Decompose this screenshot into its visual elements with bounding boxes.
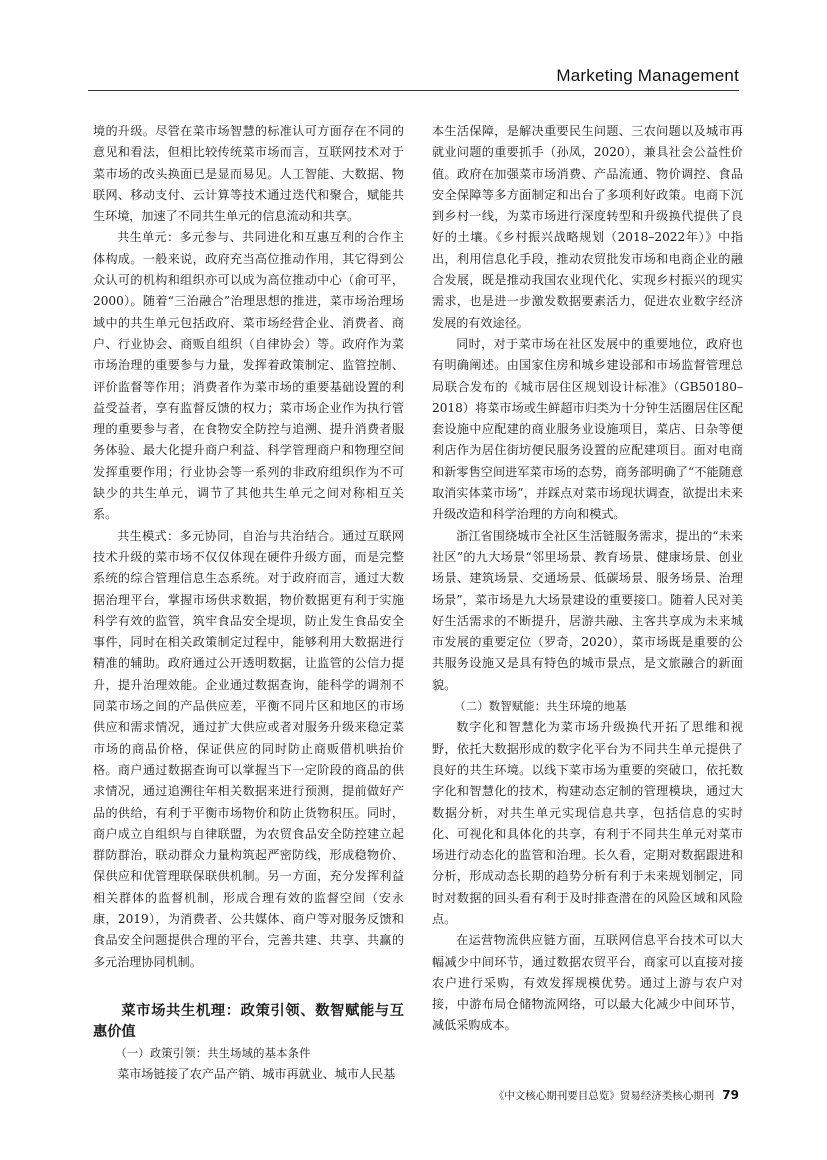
subheading-policy: （一）政策引领：共生场域的基本条件 [115, 1046, 311, 1060]
header-divider [88, 90, 739, 91]
paragraph-digital-empowerment: 数字化和智慧化为菜市场升级换代开拓了思维和视野，依托大数据形成的数字化平台为不同共生单元提供了良好的共生环境。以线下菜市场为重要的突破口，依托数字化和智慧化的技术，构建动态定制的管理模块，通过大数据分析，对共生单元实现信息共享，包括信息的实时化、可视化和具体化的共享，有利于不同共生单元对菜市场进行动态化的监管和治理。长久看，定期对数据跟进和分析，形成动态长期的趋势分析有利于未来规划制定，同时对数据的回头看有利于及时排查潜在的风险区域和风险点。 [432, 720, 743, 926]
paragraph-livelihood: 本生活保障，是解决重要民生问题、三农问题以及城市再就业问题的重要抓手（孙凤，2020），兼具社会公益性价值。政府在加强菜市场消费、产品流通、物价调控、食品安全保障等多方面制定和出台了多项利好政策。电商下沉到乡村一线，为菜市场进行深度转型和升级换代提供了良好的土壤。《乡村振兴战略规划（2018–2022年）》中指出，利用信息化手段，推动农贸批发市场和电商企业的融合发展，既是推动我国农业现代化、实现乡村振兴的现实需求，也是进一步激发数据要素活力，促进农业数字经济发展的有效途径。 [432, 124, 743, 330]
paragraph-continuation: 境的升级。尽管在菜市场智慧的标准认可方面存在不同的意见和看法，但相比较传统菜市场而言，互联网技术对于菜市场的改头换面已是显而易见。人工智能、大数据、物联网、移动支付、云计算等技术通过迭代和聚合，赋能共生环境，加速了不同共生单元的信息流动和共享。 [93, 124, 404, 224]
paragraph-market-link: 菜市场链接了农产品产销、城市再就业、城市人民基 [117, 1067, 396, 1082]
left-column [93, 121, 404, 1085]
right-column [432, 121, 743, 1037]
paragraph-symbiotic-mode: 共生模式：多元协同，自治与共治结合。通过互联网技术升级的菜市场不仅仅体现在硬件升级方面，而是完整系统的综合管理信息生态系统。对于政府而言，通过大数据治理平台，掌握市场供求数据，物价数据更有利于实施科学有效的监管，筑牢食品安全堤坝，防止发生食品安全事件，同时在相关政策制定过程中，能够利用大数据进行精准的辅助。政府通过公开透明数据，让监管的公信力提升，提升治理效能。企业通过数据查询，能科学的调剂不同菜市场之间的产品供应差，平衡不同片区和地区的市场供应和需求情况，通过扩大供应或者对服务升级来稳定菜市场的商品价格，保证供应的同时防止商贩借机哄抬价格。商户通过数据查询可以掌握当下一定阶段的商品的供求情况，通过追溯往年相关数据来进行预测，提前做好产品的供给，有利于平衡市场物价和防止货物积压。同时，商户成立自组织与自律联盟，为农贸食品安全防控建立起群防群治，联动群众力量构筑起严密防线，形成稳物价、保供应和优管理联保联供机制。另一方面，充分发挥利益相关群体的监督机制，形成合理有效的监督空间（安永康，2019），为消费者、公共媒体、商户等对服务反馈和食品安全问题提供合理的平台，完善共建、共享、共赢的多元治理协同机制。 [93, 528, 404, 969]
paragraph-zhejiang: 浙江省围绕城市全社区生活链服务需求，提出的“未来社区”的九大场景“邻里场景、教育场景、健康场景、创业场景、建筑场景、交通场景、低碳场景、服务场景、治理场景”，菜市场是九大场景建设的重要接口。随着人民对美好生活需求的不断提升，居游共融、主客共享成为未来城市发展的重要定位（罗奇，2020），菜市场既是重要的公共服务设施又是具有特色的城市景点，是文旅融合的新面貌。 [432, 528, 743, 692]
running-header-title: Marketing Management [556, 66, 739, 85]
paragraph-logistics: 在运营物流供应链方面，互联网信息平台技术可以大幅减少中间环节，通过数据农贸平台，商家可以直接对接农户进行采购，有效发挥规模优势。通过上游与农户对接，中游布局仓储物流网络，可以最大化减少中间环节，减低采购成本。 [432, 933, 743, 1033]
page-footer [494, 1088, 739, 1103]
paragraph-symbiotic-units: 共生单元：多元参与、共同进化和互惠互利的合作主体构成。一般来说，政府充当高位推动作用，其它得到公众认可的机构和组织亦可以成为高位推动中心（俞可平，2000）。随着“三治融合”治理思想的推进，菜市场治理场域中的共生单元包括政府、菜市场经营企业、消费者、商户、行业协会、商贩自组织（自律协会）等。政府作为菜市场治理的重要参与力量，发挥着政策制定、监管控制、评价监督等作用；消费者作为菜市场的重要基础设置的利益受益者，享有监督反馈的权力；菜市场企业作为执行管理的重要参与者，在食物安全防控与追溯、提升消费者服务体验、最大化提升商户利益、科学管理商户和物理空间发挥重要作用；行业协会等一系列的非政府组织作为不可缺少的共生单元，调节了其他共生单元之间对称相互关系。 [93, 230, 404, 522]
page-number: 79 [722, 1088, 739, 1102]
section-heading: 菜市场共生机理：政策引领、数智赋能与互惠价值 [93, 1002, 404, 1040]
paragraph-community: 同时，对于菜市场在社区发展中的重要地位，政府也有明确阐述。由国家住房和城乡建设部和市场监督管理总局联合发布的《城市居住区规划设计标准》（GB50180–2018）将菜市场或生鲜超市归类为十分钟生活圈居住区配套设施中应配建的商业服务业设施项目，菜店、日杂等便利店作为居住街坊便民服务设置的应配建项目。面对电商和新零售空间进军菜市场的态势，商务部明确了“不能随意取消实体菜市场”，并踩点对菜市场现状调查，欲提出未来升级改造和科学治理的方向和模式。 [432, 336, 743, 522]
footer-journal: 《中文核心期刊要目总览》贸易经济类核心期刊 [493, 1090, 715, 1102]
subheading-digital: （二）数智赋能：共生环境的地基 [454, 700, 627, 714]
